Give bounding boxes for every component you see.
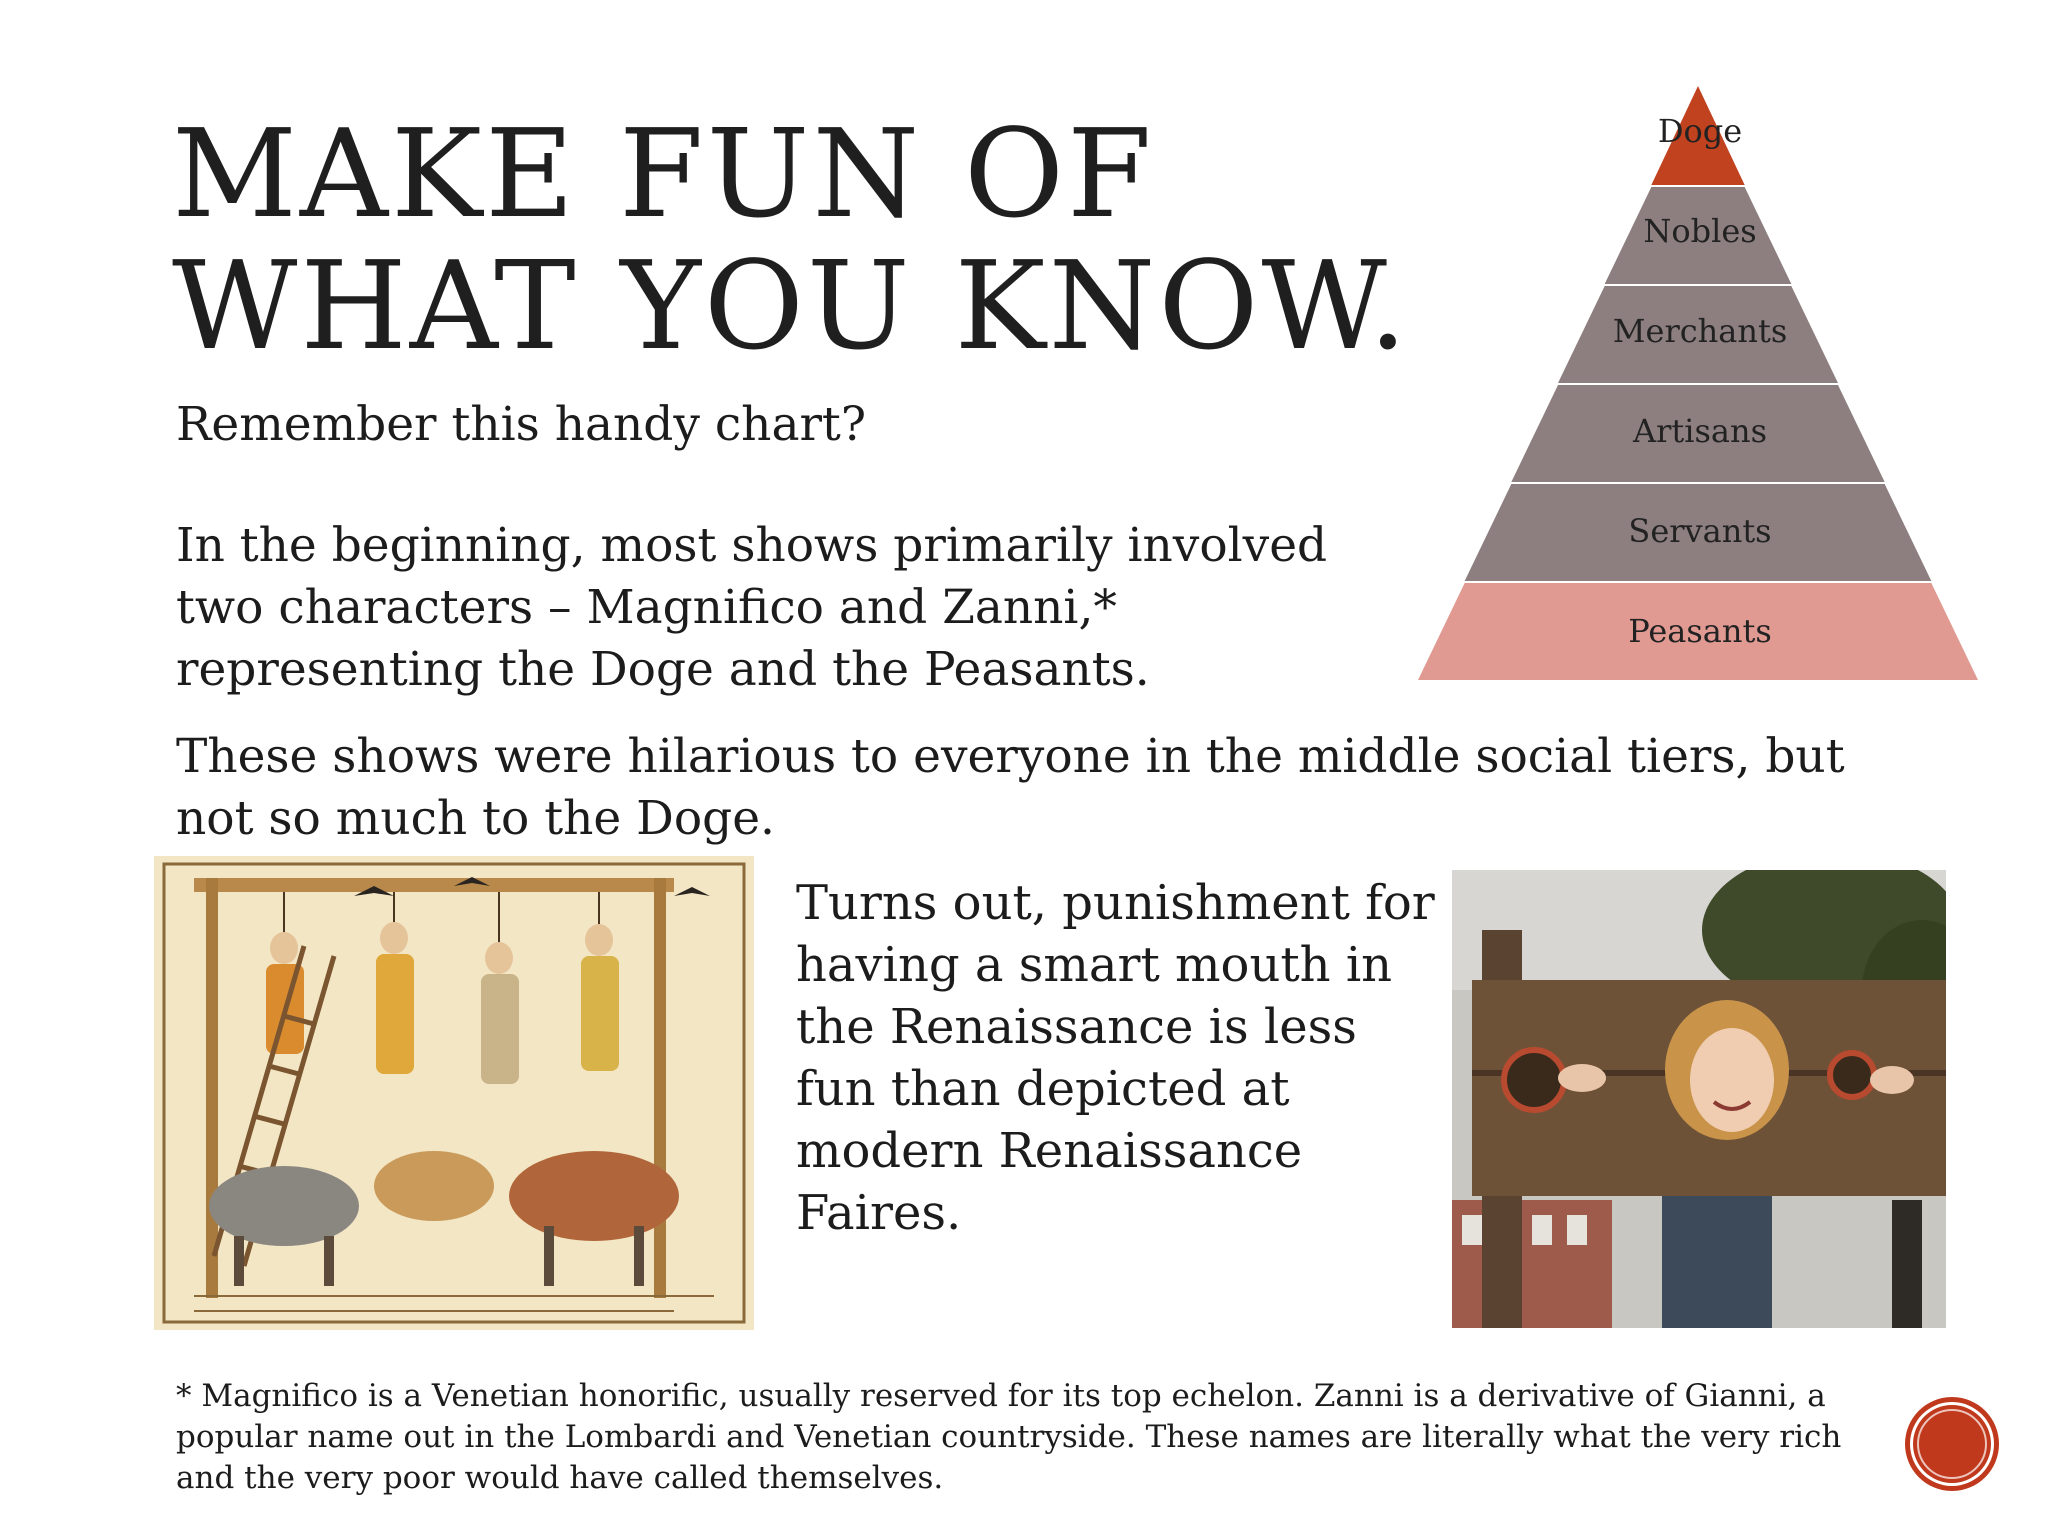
medieval-execution-illustration xyxy=(154,856,754,1330)
paragraph-characters: In the beginning, most shows primarily involved two characters – Magnifico and Zanni,* representing the Doge and the Peasants. xyxy=(176,518,1328,697)
slide-title: MAKE FUN OF WHAT YOU KNOW. xyxy=(172,103,1411,377)
pyramid-label-doge: Doge xyxy=(1657,112,1743,150)
social-hierarchy-pyramid xyxy=(1418,86,1978,680)
next-slide-button[interactable] xyxy=(1910,1402,1994,1486)
footnote: * Magnifico is a Venetian honorific, usually reserved for its top echelon. Zanni is a derivative of Gianni, a popular name out in the Lombardi and Venetian countryside. These names are literally what the very rich and the very poor would have called themselves. xyxy=(176,1378,1842,1496)
pyramid-label-nobles: Nobles xyxy=(1643,212,1757,250)
pyramid-label-peasants: Peasants xyxy=(1628,612,1772,650)
paragraph-social-tiers: These shows were hilarious to everyone in the middle social tiers, but not so much to the Doge. xyxy=(176,729,1845,846)
paragraph-punishment: Turns out, punishment for having a smart mouth in the Renaissance is less fun than depicted at modern Renaissance Faires. xyxy=(796,875,1435,1241)
intro-text: Remember this handy chart? xyxy=(176,397,867,452)
pyramid-label-merchants: Merchants xyxy=(1612,312,1788,350)
pyramid-label-artisans: Artisans xyxy=(1632,412,1768,450)
pyramid-label-servants: Servants xyxy=(1628,512,1772,550)
woman-in-pillory-photo xyxy=(1452,870,1946,1328)
